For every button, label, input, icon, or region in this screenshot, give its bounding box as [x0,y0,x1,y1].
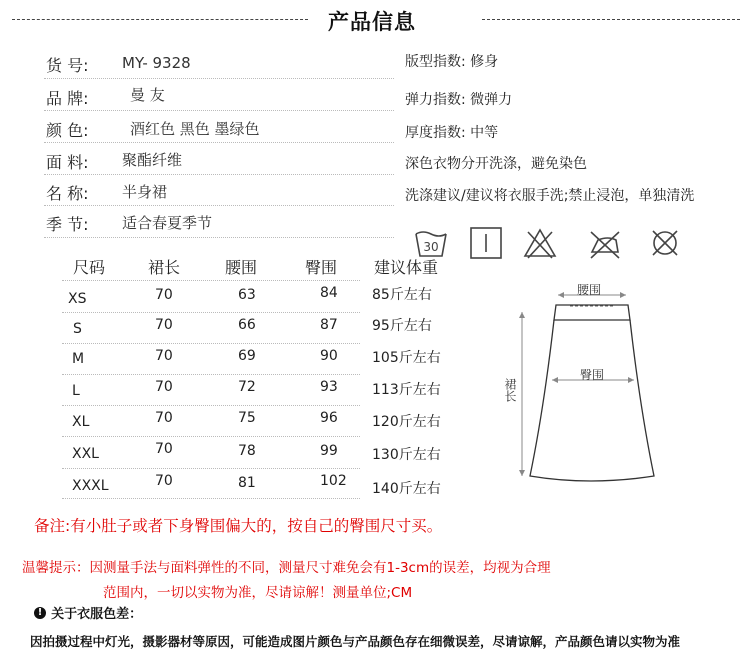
table-divider [62,468,360,469]
tip-text-line1: 温馨提示：因测量手法与面料弹性的不同，测量尺寸难免会有1-3cm的误差，均视为合理 [22,560,551,576]
title-rule-left [12,19,308,20]
info-value-name: 半身裙 [122,183,168,201]
waistband [554,305,630,320]
tip-text-line2: 范围内，一切以实物为准，尽请谅解！测量单位;CM [103,585,413,601]
waist-cell: 63 [238,287,256,303]
weight-cell: 120斤左右 [372,414,441,430]
weight-cell: 105斤左右 [372,350,441,366]
info-value-season: 适合春夏季节 [122,214,213,232]
wash-advice: 洗涤建议/建议将衣服手洗;禁止浸泡，单独清洗 [405,188,695,204]
size-cell: XXXL [72,478,109,494]
length-cell: 70 [155,410,173,426]
size-cell: L [72,383,80,399]
weight-cell: 113斤左右 [372,382,441,398]
table-divider [62,343,360,344]
fit-index: 版型指数: 修身 [405,54,499,70]
length-cell: 70 [155,317,173,333]
size-cell: XXL [72,446,99,462]
info-label-item-no: 货 号: [46,56,89,75]
weight-cell: 130斤左右 [372,447,441,463]
waist-cell: 69 [238,348,256,364]
info-divider [44,237,394,238]
table-header-size: 尺码 [73,258,106,277]
table-header-weight: 建议体重 [374,258,439,277]
wash-note: 深色衣物分开洗涤，避免染色 [405,156,587,172]
info-value-color: 酒红色 黑色 墨绿色 [130,120,260,138]
info-divider [44,142,394,143]
info-value-brand: 曼 友 [130,86,165,104]
page-title: 产品信息 [328,10,416,34]
length-cell: 70 [155,473,173,489]
svg-text:30: 30 [423,240,439,254]
no-dryclean-icon [648,226,682,260]
title-rule-right [482,19,740,20]
info-label-season: 季 节: [46,215,89,234]
waist-cell: 72 [238,379,256,395]
table-divider [62,498,360,499]
no-iron-icon [588,226,622,260]
hip-cell: 93 [320,379,338,395]
table-header-hip: 臀围 [305,258,338,277]
waist-cell: 81 [238,475,256,491]
table-divider [62,405,360,406]
color-diff-text: 因拍摄过程中灯光，摄影器材等原因，可能造成图片颜色与产品颜色存在细微误差，尽请谅解，产品颜色请以实物为准 [30,634,681,649]
hip-cell: 99 [320,443,338,459]
info-label-brand: 品 牌: [46,89,89,108]
info-divider [44,110,394,111]
info-label-name: 名 称: [46,184,89,203]
info-value-fabric: 聚酯纤维 [122,151,183,169]
size-cell: M [72,351,85,367]
waist-cell: 78 [238,443,256,459]
table-divider [62,312,360,313]
skirt-body [530,320,654,481]
no-bleach-icon [523,226,557,260]
weight-cell: 95斤左右 [372,318,432,334]
size-cell: XL [72,414,90,430]
diagram-length-label: 裙长 [503,378,517,402]
size-cell: XS [68,291,87,307]
thickness-index: 厚度指数: 中等 [405,125,499,141]
waist-cell: 75 [238,410,256,426]
info-divider [44,205,394,206]
size-cell: S [73,321,82,337]
info-divider [44,174,394,175]
info-value-item-no: MY- 9328 [122,54,191,72]
table-header-length: 裙长 [148,258,181,277]
hip-cell: 102 [320,473,347,489]
info-label-fabric: 面 料: [46,153,89,172]
color-diff-heading [34,602,142,622]
info-label-color: 颜 色: [46,121,89,140]
length-cell: 70 [155,348,173,364]
table-header-waist: 腰围 [225,258,258,277]
tumble-line-icon [469,226,503,260]
length-cell: 70 [155,441,173,457]
info-divider [44,78,394,79]
weight-cell: 140斤左右 [372,481,441,497]
diagram-hip-label: 臀围 [580,368,605,382]
length-cell: 70 [155,287,173,303]
warning-icon: ! [34,607,46,619]
table-divider [62,436,360,437]
table-divider [62,374,360,375]
table-divider [62,280,360,281]
remark-text: 备注:有小肚子或者下身臀围偏大的，按自己的臀围尺寸买。 [34,517,443,535]
waist-cell: 66 [238,317,256,333]
length-cell: 70 [155,379,173,395]
color-diff-title: 关于衣服色差： [51,607,143,622]
hip-cell: 84 [320,285,338,301]
diagram-waist-label: 腰围 [577,283,602,297]
weight-cell: 85斤左右 [372,287,432,303]
hip-cell: 87 [320,317,338,333]
hip-cell: 96 [320,410,338,426]
stretch-index: 弹力指数: 微弹力 [405,92,513,108]
hip-cell: 90 [320,348,338,364]
